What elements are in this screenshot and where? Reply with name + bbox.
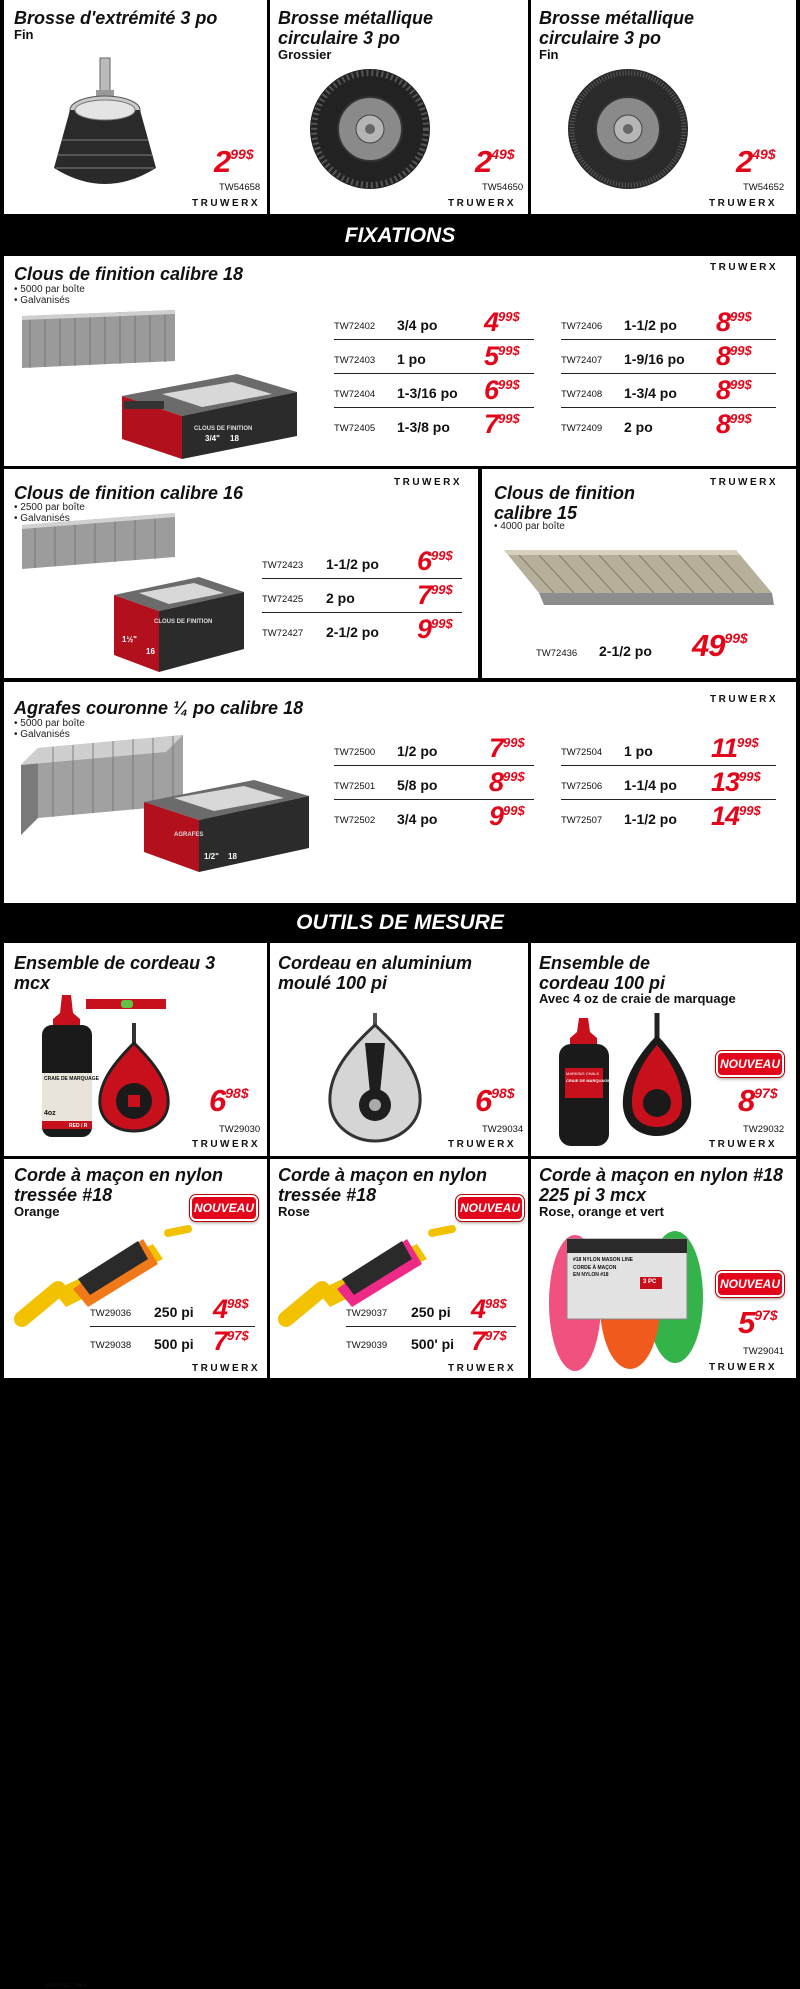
price-whole: 49	[692, 628, 725, 663]
price-row	[334, 800, 534, 834]
product-title: Corde à maçon en nylon tressée #18	[278, 1165, 488, 1205]
product-card-corde-rose	[270, 1159, 528, 1378]
staple-box-image	[144, 780, 309, 872]
product-variant: Avec 4 oz de craie de marquage	[539, 991, 736, 1006]
size: 2-1/2 po	[599, 643, 652, 659]
brand-logo: TRUWERX	[192, 1363, 261, 1374]
product-title: Brosse d'extrémité 3 po	[14, 8, 218, 28]
product-title: Ensemble de cordeau 100 pi	[539, 953, 666, 993]
box-gauge: 18	[228, 852, 237, 861]
product-title: Brosse métallique circulaire 3 po	[278, 8, 434, 48]
price-row	[334, 766, 534, 800]
price	[738, 1085, 778, 1116]
product-card-wheel-fine	[531, 0, 796, 214]
box-size: 1½"	[122, 635, 137, 644]
box-gauge: 18	[230, 434, 239, 443]
size: 1/2 po	[397, 743, 438, 759]
price-row	[334, 408, 534, 442]
price-cents: 99$	[431, 616, 453, 631]
aluminium-reel-image	[320, 1013, 430, 1143]
feature-item: • 4000 par boîte	[494, 521, 565, 532]
price-whole: 8	[716, 341, 731, 371]
brand-logo: TRUWERX	[709, 1139, 778, 1150]
price	[475, 146, 515, 177]
price-cents: 97$	[485, 1328, 507, 1343]
sku: TW72506	[561, 781, 603, 792]
brand-logo: TRUWERX	[709, 1362, 778, 1373]
product-title: Cordeau en aluminium moulé 100 pi	[278, 953, 473, 993]
size: 1-1/2 po	[624, 317, 677, 333]
feature-item: • Galvanisés	[14, 513, 85, 524]
price-cents: 97$	[754, 1307, 778, 1323]
product-title: Agrafes couronne ¼ po calibre 18	[14, 698, 304, 718]
chalk-bottle-image	[551, 1018, 616, 1148]
price-whole: 8	[716, 409, 731, 439]
price	[417, 548, 453, 575]
brand-logo: TRUWERX	[710, 694, 779, 705]
sku: TW29034	[482, 1124, 524, 1135]
chalk-weight: 4oz	[44, 1110, 56, 1117]
chalk-bottle-image	[34, 995, 99, 1140]
price-cents: 99$	[730, 411, 752, 426]
price-cents: 49$	[752, 146, 776, 162]
size: 1-9/16 po	[624, 351, 685, 367]
feature-item: • Galvanisés	[14, 729, 85, 740]
price-whole: 2	[736, 144, 753, 179]
price	[716, 343, 752, 370]
price-cents: 99$	[730, 377, 752, 392]
nouveau-badge: NOUVEAU	[190, 1195, 258, 1221]
price-whole: 8	[738, 1083, 755, 1118]
price-whole: 2	[214, 144, 231, 179]
brand-logo: TRUWERX	[710, 477, 779, 488]
price-cents: 99$	[737, 735, 759, 750]
price	[484, 411, 520, 438]
product-card-agrafes	[4, 682, 796, 904]
chalk-reel-image	[617, 1013, 697, 1138]
sku: TW29036	[90, 1308, 132, 1319]
product-card-clous-18	[4, 256, 796, 466]
sku: TW72404	[334, 389, 376, 400]
box-size: 3/4"	[205, 434, 220, 443]
package-label-fr: CORDE À MAÇON	[573, 1265, 617, 1271]
price-cents: 99$	[739, 803, 761, 818]
sku: TW72406	[561, 321, 603, 332]
price-row	[561, 340, 776, 374]
sku: TW54658	[219, 182, 261, 193]
price	[711, 769, 761, 796]
nail-strip-image	[20, 509, 180, 571]
product-title: Clous de finition calibre 15	[494, 483, 635, 523]
sku: TW29030	[219, 1124, 261, 1135]
price-whole: 4	[471, 1294, 486, 1324]
price-whole: 6	[484, 375, 499, 405]
price	[716, 411, 752, 438]
price-whole: 5	[484, 341, 499, 371]
chalk-label: MARKING CHALK	[566, 1071, 600, 1076]
brand-logo: TRUWERX	[448, 1363, 517, 1374]
price-whole: 7	[213, 1326, 228, 1356]
wire-wheel-image	[561, 62, 696, 197]
section-banner-mesure: OUTILS DE MESURE	[0, 903, 800, 943]
sku: TW54650	[482, 182, 524, 193]
size: 1-1/2 po	[326, 556, 379, 572]
price-whole: 8	[716, 375, 731, 405]
price-cents: 99$	[498, 343, 520, 358]
size: 1-3/4 po	[624, 385, 677, 401]
angled-nail-strip-image	[504, 547, 774, 627]
product-variant: Fin	[14, 27, 34, 42]
sku: TW72501	[334, 781, 376, 792]
box-gauge: 16	[146, 647, 155, 656]
sku: TW29032	[743, 1124, 785, 1135]
price-cents: 98$	[227, 1296, 249, 1311]
price-whole: 5	[738, 1305, 755, 1340]
size: 250 pi	[154, 1304, 194, 1320]
price-cents: 98$	[491, 1085, 515, 1101]
size: 2-1/2 po	[326, 624, 379, 640]
feature-item: • 5000 par boîte	[14, 284, 85, 295]
nail-box-image	[122, 374, 297, 459]
price	[213, 1296, 249, 1323]
feature-item: • 5000 par boîte	[14, 718, 85, 729]
sku: TW72436	[536, 648, 578, 659]
chalk-color: RED / R	[69, 1123, 88, 1129]
size: 500' pi	[411, 1336, 455, 1352]
wire-wheel-image	[303, 62, 438, 197]
price-row	[561, 766, 776, 800]
price-whole: 4	[213, 1294, 228, 1324]
nouveau-badge: NOUVEAU	[716, 1271, 784, 1297]
price-row	[334, 374, 534, 408]
price-cents: 99$	[431, 548, 453, 563]
price-row	[90, 1293, 255, 1327]
price	[417, 582, 453, 609]
price-row	[334, 340, 534, 374]
price	[738, 1307, 778, 1338]
product-card-clous-16	[4, 469, 478, 678]
size: 1 po	[397, 351, 426, 367]
size: 2 po	[326, 590, 355, 606]
feature-list	[494, 521, 565, 532]
price	[711, 803, 761, 830]
price-row	[561, 306, 776, 340]
nylon-spools-image	[545, 1225, 705, 1375]
sku: TW29039	[346, 1340, 388, 1351]
sku: TW72427	[262, 628, 304, 639]
sku: TW29038	[90, 1340, 132, 1351]
sku: TW54652	[743, 182, 785, 193]
box-label: AGRAFES	[174, 832, 204, 838]
level-image	[86, 995, 166, 1013]
size: 250 pi	[411, 1304, 451, 1320]
sku: TW29041	[743, 1346, 785, 1357]
price-row	[346, 1325, 516, 1359]
price-cents: 99$	[730, 343, 752, 358]
feature-item: • Galvanisés	[14, 295, 85, 306]
sku: TW72402	[334, 321, 376, 332]
box-size: 1/2"	[204, 852, 219, 861]
nail-strip-image	[20, 306, 180, 371]
product-title: Clous de finition calibre 16	[14, 483, 244, 503]
product-card-wheel-coarse	[270, 0, 528, 214]
price	[471, 1296, 507, 1323]
price	[489, 803, 525, 830]
price-whole: 7	[489, 733, 504, 763]
price	[213, 1328, 249, 1355]
price-cents: 99$	[739, 769, 761, 784]
price-row	[561, 732, 776, 766]
sku: TW72423	[262, 560, 304, 571]
price-whole: 13	[711, 767, 740, 797]
chalk-label-fr: CRAIE DE MARQUAGE	[44, 1076, 100, 1082]
box-label: CLOUS DE FINITION	[194, 426, 253, 432]
brand-logo: TRUWERX	[710, 262, 779, 273]
brand-logo: TRUWERX	[192, 1139, 261, 1150]
price	[692, 630, 748, 661]
size: 5/8 po	[397, 777, 438, 793]
price-cents: 99$	[503, 735, 525, 750]
product-variant: Fin	[539, 47, 559, 62]
price-whole: 7	[471, 1326, 486, 1356]
price	[711, 735, 759, 762]
price-cents: 99$	[431, 582, 453, 597]
product-title: Brosse métallique circulaire 3 po	[539, 8, 695, 48]
price-cents: 49$	[491, 146, 515, 162]
price-row	[262, 613, 462, 647]
product-title: Corde à maçon en nylon tressée #18	[14, 1165, 224, 1205]
price	[417, 616, 453, 643]
box-label: CLOUS DE FINITION	[154, 619, 213, 625]
product-variant: Orange	[14, 1204, 60, 1219]
price-cents: 99$	[498, 309, 520, 324]
price	[716, 309, 752, 336]
price-cents: 98$	[225, 1085, 249, 1101]
product-variant: Rose, orange et vert	[539, 1204, 664, 1219]
size: 1-3/8 po	[397, 419, 450, 435]
size: 3/4 po	[397, 811, 438, 827]
price	[214, 146, 254, 177]
chalk-reel-image	[94, 1023, 174, 1133]
section-banner-fixations: FIXATIONS	[0, 216, 800, 256]
price-cents: 99$	[230, 146, 254, 162]
size: 1-3/16 po	[397, 385, 458, 401]
price	[716, 377, 752, 404]
price	[475, 1085, 515, 1116]
sku: TW72504	[561, 747, 603, 758]
price-whole: 9	[417, 614, 432, 644]
package-count: 3 PC	[643, 1279, 657, 1285]
size: 2 po	[624, 419, 653, 435]
price-whole: 9	[489, 801, 504, 831]
feature-list	[14, 284, 85, 306]
price-whole: 8	[489, 767, 504, 797]
size: 500 pi	[154, 1336, 194, 1352]
sku: TW72425	[262, 594, 304, 605]
product-title: Clous de finition calibre 18	[14, 264, 244, 284]
sku: TW72507	[561, 815, 603, 826]
price-row	[561, 408, 776, 442]
brand-logo: TRUWERX	[192, 198, 261, 209]
chalk-label: MARKING CHALK	[46, 1983, 88, 1989]
price-cents: 98$	[485, 1296, 507, 1311]
product-card-aluminium-reel	[270, 943, 528, 1156]
price	[489, 735, 525, 762]
cup-brush-image	[32, 50, 182, 200]
price-whole: 8	[716, 307, 731, 337]
sku: TW29037	[346, 1308, 388, 1319]
sku: TW72407	[561, 355, 603, 366]
product-card-clous-15	[482, 469, 796, 678]
product-title: Ensemble de cordeau 3 mcx	[14, 953, 216, 993]
price-cents: 99$	[730, 309, 752, 324]
sku: TW72409	[561, 423, 603, 434]
price-row	[561, 374, 776, 408]
sku: TW72502	[334, 815, 376, 826]
price-cents: 99$	[724, 630, 748, 646]
price-cents: 97$	[227, 1328, 249, 1343]
price-whole: 4	[484, 307, 499, 337]
product-card-corde-3pc	[531, 1159, 796, 1378]
price-cents: 99$	[498, 377, 520, 392]
price-cents: 99$	[503, 803, 525, 818]
price-whole: 14	[711, 801, 740, 831]
price	[484, 309, 520, 336]
nouveau-badge: NOUVEAU	[456, 1195, 524, 1221]
price-row	[346, 1293, 516, 1327]
package-label-fr2: EN NYLON #18	[573, 1272, 609, 1278]
product-title: Corde à maçon en nylon #18 225 pi 3 mcx	[539, 1165, 784, 1205]
brand-logo: TRUWERX	[709, 198, 778, 209]
price-whole: 2	[475, 144, 492, 179]
sku: TW72500	[334, 747, 376, 758]
price-row	[334, 732, 534, 766]
price-whole: 6	[475, 1083, 492, 1118]
price-whole: 11	[711, 733, 738, 763]
price-whole: 7	[417, 580, 432, 610]
price	[484, 377, 520, 404]
price-whole: 7	[484, 409, 499, 439]
size: 3/4 po	[397, 317, 438, 333]
price-cents: 99$	[503, 769, 525, 784]
brand-logo: TRUWERX	[394, 477, 463, 488]
product-variant: Grossier	[278, 47, 332, 62]
price-row	[334, 306, 534, 340]
product-variant: Rose	[278, 1204, 310, 1219]
price-cents: 97$	[754, 1085, 778, 1101]
size: 1-1/4 po	[624, 777, 677, 793]
chalk-label-fr: CRAIE DE MARQUAGE	[566, 1078, 611, 1083]
price	[484, 343, 520, 370]
product-card-chalk-line-100	[531, 943, 796, 1156]
price-whole: 6	[417, 546, 432, 576]
package-label: #18 NYLON MASON LINE	[573, 1257, 634, 1263]
price	[209, 1085, 249, 1116]
sku: TW72408	[561, 389, 603, 400]
product-card-corde-orange	[4, 1159, 267, 1378]
sku: TW72403	[334, 355, 376, 366]
size: 1-1/2 po	[624, 811, 677, 827]
brand-logo: TRUWERX	[448, 1139, 517, 1150]
nouveau-badge: NOUVEAU	[716, 1051, 784, 1077]
product-card-end-brush	[4, 0, 267, 214]
size: 1 po	[624, 743, 653, 759]
price	[471, 1328, 507, 1355]
feature-item: • 2500 par boîte	[14, 502, 85, 513]
price-row	[262, 545, 462, 579]
sku: TW72405	[334, 423, 376, 434]
price	[736, 146, 776, 177]
price-whole: 6	[209, 1083, 226, 1118]
price	[489, 769, 525, 796]
price-row	[90, 1325, 255, 1359]
price-row	[262, 579, 462, 613]
price-row	[561, 800, 776, 834]
price-cents: 99$	[498, 411, 520, 426]
brand-logo: TRUWERX	[448, 198, 517, 209]
